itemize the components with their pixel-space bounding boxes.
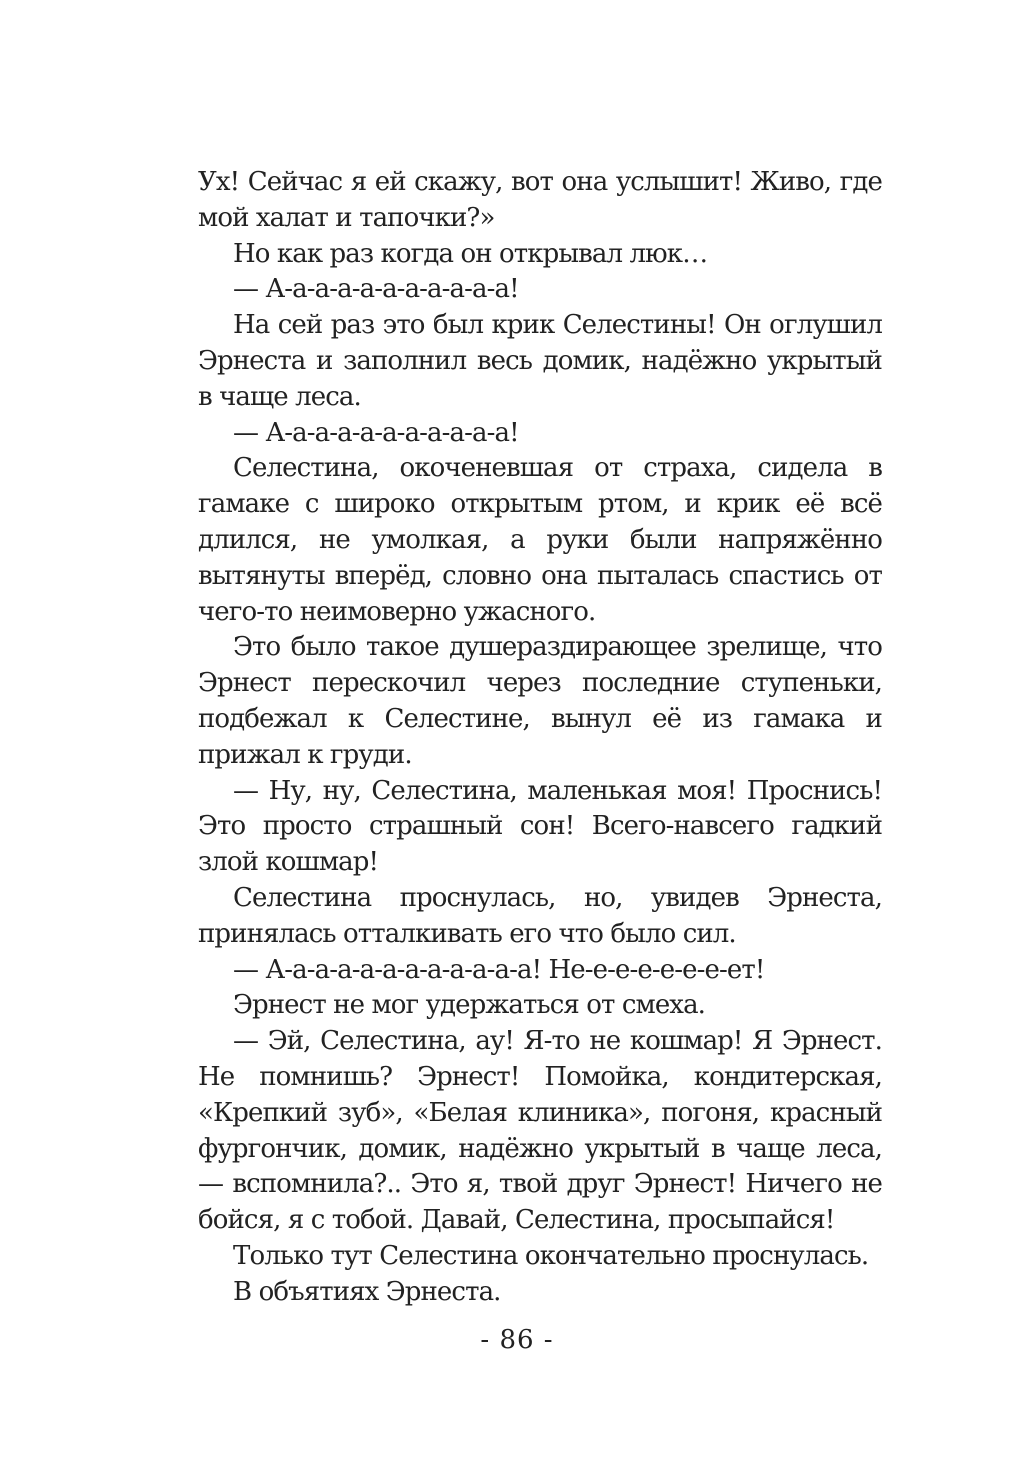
paragraph: Селестина, окоченевшая от страха, сидела в гамаке с широко открытым ртом, и крик её всё длился, не умолкая, а руки были напряжённо вытянуты вперёд, словно она пыталась спастись от чего-то неимоверно ужасного. bbox=[198, 453, 882, 627]
paragraph: На сей раз это был крик Селестины! Он оглушил Эрнеста и заполнил весь домик, надёжно укрытый в чаще леса. bbox=[198, 310, 882, 412]
paragraph: Селестина проснулась, но, увидев Эрнеста, принялась отталкивать его что было сил. bbox=[198, 882, 882, 949]
page-number: - 86 - bbox=[480, 1325, 554, 1355]
paragraph: В объятиях Эрнеста. bbox=[233, 1276, 501, 1307]
paragraph: Эрнест не мог удержаться от смеха. bbox=[233, 990, 706, 1021]
paragraph: — Эй, Селестина, ау! Я-то не кошмар! Я Эрнест. Не помнишь? Эрнест! Помойка, кондитерская, «Крепкий зуб», «Белая клиника», погоня, красный фургончик, домик, надёжно укрытый в чаще леса, — вспомнила?.. Это я, твой друг Эрнест! Ничего не бойся, я с тобой. Давай, Селестина, просыпайся! bbox=[198, 1026, 882, 1236]
paragraph: — Ну, ну, Селестина, маленькая моя! Проснись! Это просто страшный сон! Всего-навсего гадкий злой кошмар! bbox=[198, 775, 882, 878]
paragraph: — А-а-а-а-а-а-а-а-а-а-а! bbox=[233, 274, 519, 305]
paragraph: Ух! Сейчас я ей скажу, вот она услышит! Живо, где мой халат и тапочки?» bbox=[198, 167, 882, 233]
paragraph: Это было такое душераздирающее зрелище, что Эрнест перескочил через последние ступеньки, подбежал к Селестине, вынул её из гамака и прижал к груди. bbox=[198, 632, 882, 770]
paragraph: — А-а-а-а-а-а-а-а-а-а-а! bbox=[233, 417, 519, 448]
paragraph: Только тут Селестина окончательно проснулась. bbox=[233, 1240, 869, 1271]
paragraph: Но как раз когда он открывал люк… bbox=[233, 238, 708, 269]
body-text bbox=[198, 165, 882, 1311]
paragraph: — А-а-а-а-а-а-а-а-а-а-а-а! Не-е-е-е-е-е-е-ет! bbox=[233, 954, 765, 985]
